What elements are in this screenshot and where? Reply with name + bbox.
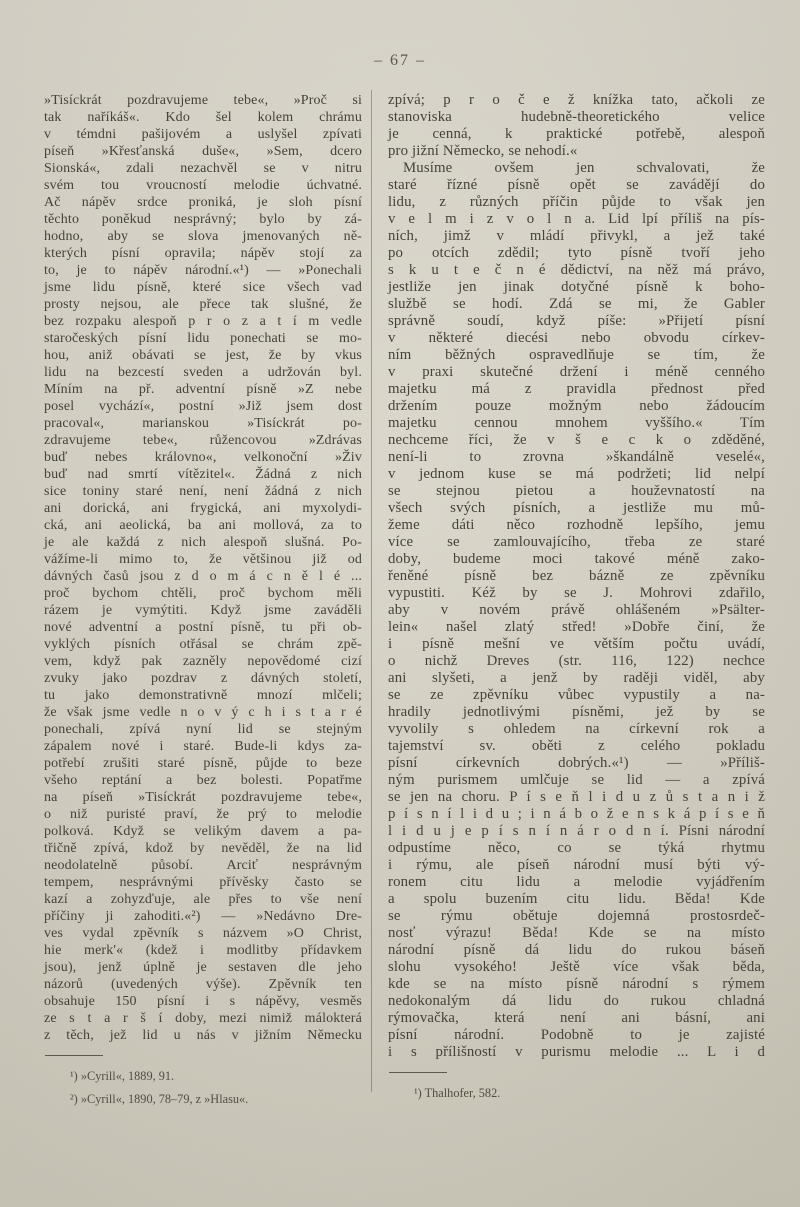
right-footnote-rule bbox=[389, 1072, 447, 1073]
text-line: doby, budeme moci takové méně zako- bbox=[388, 551, 765, 567]
text-line: zdravujeme tebe«, růžencovou »Zdrávas bbox=[44, 433, 362, 448]
text-line: ronem citu lidu a melodie vyjádřením bbox=[388, 874, 765, 890]
text-line: polková. Když se velikým davem a pa- bbox=[44, 824, 362, 839]
left-column bbox=[44, 92, 362, 1111]
text-line: staročeských písní lidu ponechati se mo- bbox=[44, 331, 362, 346]
text-line: i s přílišností v purismu melodie ... L i d bbox=[388, 1044, 765, 1060]
text-line: třičně zpívá, kdož by nevěděl, že na lid bbox=[44, 841, 362, 856]
text-line: cká, ani aeolická, ba ani mollová, za to bbox=[44, 518, 362, 533]
text-line: všeho reptání a bez bolesti. Popatřme bbox=[44, 773, 362, 788]
text-line: po otcích zdědil; tyto písně tvoří jeho bbox=[388, 245, 765, 261]
text-line: ním běžných ospravedlňuje se tím, že bbox=[388, 347, 765, 363]
right-footnote-text bbox=[388, 1082, 765, 1105]
text-line: že však jsme vedle n o v ý c h i s t a r é bbox=[44, 705, 362, 720]
text-line: rázem je vymýtiti. Když jsme zaváděli bbox=[44, 603, 362, 618]
text-line: kterých písní opravila; nápěv stojí za bbox=[44, 246, 362, 261]
text-line: se ze zpěvníku vůbec vypustily a na- bbox=[388, 687, 765, 703]
text-line: se jen na choru. P í s e ň l i d u z ů s t a n i ž bbox=[388, 789, 765, 805]
left-footnote-text bbox=[44, 1065, 362, 1111]
text-line: písní národní. Podobně to je zajisté bbox=[388, 1027, 765, 1043]
text-line: buď nebes královno«, velkonoční »Živ bbox=[44, 450, 362, 465]
text-line: jsou), jenž úplně je sestaven dle jeho bbox=[44, 960, 362, 975]
text-line: žeme dáti něco rozhodně lepšího, jemu bbox=[388, 517, 765, 533]
text-line: pracoval«, marianskou »Tisíckrát po- bbox=[44, 416, 362, 431]
text-line: rýmovačka, která není ani básní, ani bbox=[388, 1010, 765, 1026]
text-line: na píseň »Tisíckrát pozdravujeme tebe«, bbox=[44, 790, 362, 805]
text-line: jestliže jen jinak dotyčné písně k boho- bbox=[388, 279, 765, 295]
text-line: více se zamlouvajícího, třeba ze staré bbox=[388, 534, 765, 550]
text-line: neodolatelně působí. Arciť nesprávným bbox=[44, 858, 362, 873]
text-line: ponechali, zpívá nyní lid se stejným bbox=[44, 722, 362, 737]
text-line: ným purismem umlčuje se lid — a zpívá bbox=[388, 772, 765, 788]
text-line: v praxi skutečné držení i méně cenného bbox=[388, 364, 765, 380]
text-line: vypustiti. Kéž by se J. Mohrovi zdařilo, bbox=[388, 585, 765, 601]
text-line: bez rozpaku alespoň p r o z a t í m vedle bbox=[44, 314, 362, 329]
text-line: v jednom kuse se má podržeti; lid nelpí bbox=[388, 466, 765, 482]
text-line: nové adventní a postní písně, tu při ob- bbox=[44, 620, 362, 635]
text-line: řeněné písně bez bázně ze zpěvníku bbox=[388, 568, 765, 584]
text-line: ves vydal zpěvník s názvem »O Christ, bbox=[44, 926, 362, 941]
text-line: službě se hodí. Zdá se mi, že Gabler bbox=[388, 296, 765, 312]
text-line: ních, jimž v mládí přivykl, a jež také bbox=[388, 228, 765, 244]
text-line: tajemství sv. oběti z celého pokladu bbox=[388, 738, 765, 754]
text-line: to, je to nápěv národní.«¹) — »Ponechali bbox=[44, 263, 362, 278]
footnote-line: ¹) »Cyrill«, 1889, 91. bbox=[70, 1069, 175, 1083]
text-line: lein« našel zlatý střed! »Dobře činí, že bbox=[388, 619, 765, 635]
text-line: slohu vysokého! Ještě více však běda, bbox=[388, 959, 765, 975]
text-line: lidu na bezcestí sveden a udržován byl. bbox=[44, 365, 362, 380]
text-line: nechceme říci, že v š e c k o zděděné, bbox=[388, 432, 765, 448]
text-line: se rýmu obětuje dojemná prostosrdeč- bbox=[388, 908, 765, 924]
text-line: ani dorická, ani frygická, ani myxolydi- bbox=[44, 501, 362, 516]
text-line: ze s t a r š í doby, mezi nimiž málokterá bbox=[44, 1011, 362, 1026]
text-line: tu jako demonstrativně mnozí mlčeli; bbox=[44, 688, 362, 703]
text-line: kde se na místo písně národní s rýmem bbox=[388, 976, 765, 992]
text-line: Ač nápěv srdce proniká, je sloh písní bbox=[44, 195, 362, 210]
right-column-text bbox=[388, 92, 765, 1061]
text-line: národní písně dá lidu do rukou báseň bbox=[388, 942, 765, 958]
text-line: těchto poněkud nesprávný; bylo by zá- bbox=[44, 212, 362, 227]
text-line: všech svých písních, a jestliže mu mů- bbox=[388, 500, 765, 516]
text-line: je cenná, k praktické potřebě, alespoň bbox=[388, 126, 765, 142]
text-line: obsahuje 150 písní i s nápěvy, vesměs bbox=[44, 994, 362, 1009]
left-footnote-rule bbox=[45, 1055, 103, 1056]
text-line: vem, když pak zazněly nepovědomé cizí bbox=[44, 654, 362, 669]
text-line: je ale každá z nich alespoň slušná. Po- bbox=[44, 535, 362, 550]
text-line: hradily jednotlivými písněmi, jež by se bbox=[388, 704, 765, 720]
page-number: – 67 – bbox=[374, 52, 426, 69]
text-line: hodno, aby se slova jmenovaných ně- bbox=[44, 229, 362, 244]
text-line: hou, aniž obávati se jest, že by vkus bbox=[44, 348, 362, 363]
left-footnotes bbox=[44, 1055, 362, 1111]
text-line: názorů (uvedených výše). Zpěvník ten bbox=[44, 977, 362, 992]
text-line: vyklých písních otřásal se chrám zpě- bbox=[44, 637, 362, 652]
text-line: »Tisíckrát pozdravujeme tebe«, »Proč si bbox=[44, 93, 362, 108]
text-line: zvuky jako pozdrav z dávných století, bbox=[44, 671, 362, 686]
text-line: nosť výrazu! Běda! Kde se na místo bbox=[388, 925, 765, 941]
text-line: majetku cennou mnohem vyššího.« Tím bbox=[388, 415, 765, 431]
right-column bbox=[388, 92, 765, 1105]
text-line: píseň »Křesťanská duše«, »Sem, dcero bbox=[44, 144, 362, 159]
text-line: Musíme ovšem jen schvalovati, že bbox=[403, 160, 765, 176]
text-line: prosty nejsou, ale přece tak slušné, že bbox=[44, 297, 362, 312]
text-line: potřebí zrušiti staré písně, půjde to beze bbox=[44, 756, 362, 771]
text-line: tempem, nesprávnými přívěsky často se bbox=[44, 875, 362, 890]
text-line: dávných časů jsou z d o m á c n ě l é ... bbox=[44, 569, 362, 584]
text-line: v e l m i z v o l n a. Lid lpí příliš na pís- bbox=[388, 211, 765, 227]
text-line: pro jižní Německo, se nehodí.« bbox=[388, 143, 578, 159]
text-line: se stejnou pietou a houževnatostí na bbox=[388, 483, 765, 499]
text-line: o nichž Dreves (str. 116, 122) nechce bbox=[388, 653, 765, 669]
text-line: hie merk'« (kdež i modlitby přídavkem bbox=[44, 943, 362, 958]
text-line: jsme lidu písně, které sice všech vad bbox=[44, 280, 362, 295]
text-line: o niž puristé praví, že prý to melodie bbox=[44, 807, 362, 822]
text-line: stanoviska hudebně-theoretického velice bbox=[388, 109, 765, 125]
text-line: proč bychom chtěli, proč bychom měli bbox=[44, 586, 362, 601]
text-line: kazí a zohyzďuje, ale přes to vše není bbox=[44, 892, 362, 907]
text-line: ani slyšeti, a jenž by raději viděl, aby bbox=[388, 670, 765, 686]
text-line: p í s n í l i d u ; i n á b o ž e n s k á p í s e ň bbox=[388, 806, 765, 822]
text-line: s k u t e č n é dědictví, na něž má právo, bbox=[388, 262, 765, 278]
text-line: vážíme-li mimo to, že většinou již od bbox=[44, 552, 362, 567]
text-line: nedokonalým dá lidu do rukou chladná bbox=[388, 993, 765, 1009]
text-line: v témdni pašijovém a uslyšel zpívati bbox=[44, 127, 362, 142]
text-line: a spolu buzením citu lidu. Běda! Kde bbox=[388, 891, 765, 907]
text-line: posel vychází«, postní »Již jsem dost bbox=[44, 399, 362, 414]
text-line: správně soudí, když píše: »Přijetí písní bbox=[388, 313, 765, 329]
text-line: tak naříkáš«. Kdo šel kolem chrámu bbox=[44, 110, 362, 125]
text-line: Míním na př. adventní písně »Z nebe bbox=[44, 382, 362, 397]
text-line: v některé diecési nebo obvodu církev- bbox=[388, 330, 765, 346]
text-line: písní církevních dobrých.«¹) — »Příliš- bbox=[388, 755, 765, 771]
text-line: Sionská«, zdali nezachvěl se v nitru bbox=[44, 161, 362, 176]
text-line: majetku má z pravidla přednost před bbox=[388, 381, 765, 397]
left-column-text bbox=[44, 92, 362, 1044]
text-line: odpustíme něco, co se týká rhytmu bbox=[388, 840, 765, 856]
text-line: sice toniny staré není, není žádná z nich bbox=[44, 484, 362, 499]
text-line: zpívá; p r o č e ž knížka tato, ačkoli ze bbox=[388, 92, 765, 108]
text-line: není-li to zrovna »škandálně veselé«, bbox=[388, 449, 765, 465]
text-line: držením pouze možným nebo žádoucím bbox=[388, 398, 765, 414]
text-line: lidu, z různých příčin půjde to však jen bbox=[388, 194, 765, 210]
text-line: l i d u j e p í s n í n á r o d n í. Písni národní bbox=[388, 823, 765, 839]
text-line: zápalem nové i staré. Bude-li kdys za- bbox=[44, 739, 362, 754]
text-line: buď nad smrtí vítězitel«. Žádná z nich bbox=[44, 467, 362, 482]
text-line: svém tou vroucností melodie úchvatné. bbox=[44, 178, 362, 193]
footnote-line: ¹) Thalhofer, 582. bbox=[414, 1086, 501, 1100]
right-footnotes bbox=[388, 1072, 765, 1105]
text-line: vyvolily s ohledem na církevní rok a bbox=[388, 721, 765, 737]
footnote-line: ²) »Cyrill«, 1890, 78–79, z »Hlasu«. bbox=[70, 1092, 249, 1106]
text-line: aby v novém právě ohlášeném »Psälter- bbox=[388, 602, 765, 618]
text-line: i písně mešní ve větším počtu uvádí, bbox=[388, 636, 765, 652]
text-line: z těch, jež lid u nás v jižním Německu bbox=[44, 1028, 362, 1043]
text-line: i rýmu, ale píseň národní musí býti vý- bbox=[388, 857, 765, 873]
column-divider-rule bbox=[371, 90, 372, 1092]
text-line: staré řízné písně opět se zavádějí do bbox=[388, 177, 765, 193]
text-line: příčiny ji zahoditi.«²) — »Nedávno Dre- bbox=[44, 909, 362, 924]
